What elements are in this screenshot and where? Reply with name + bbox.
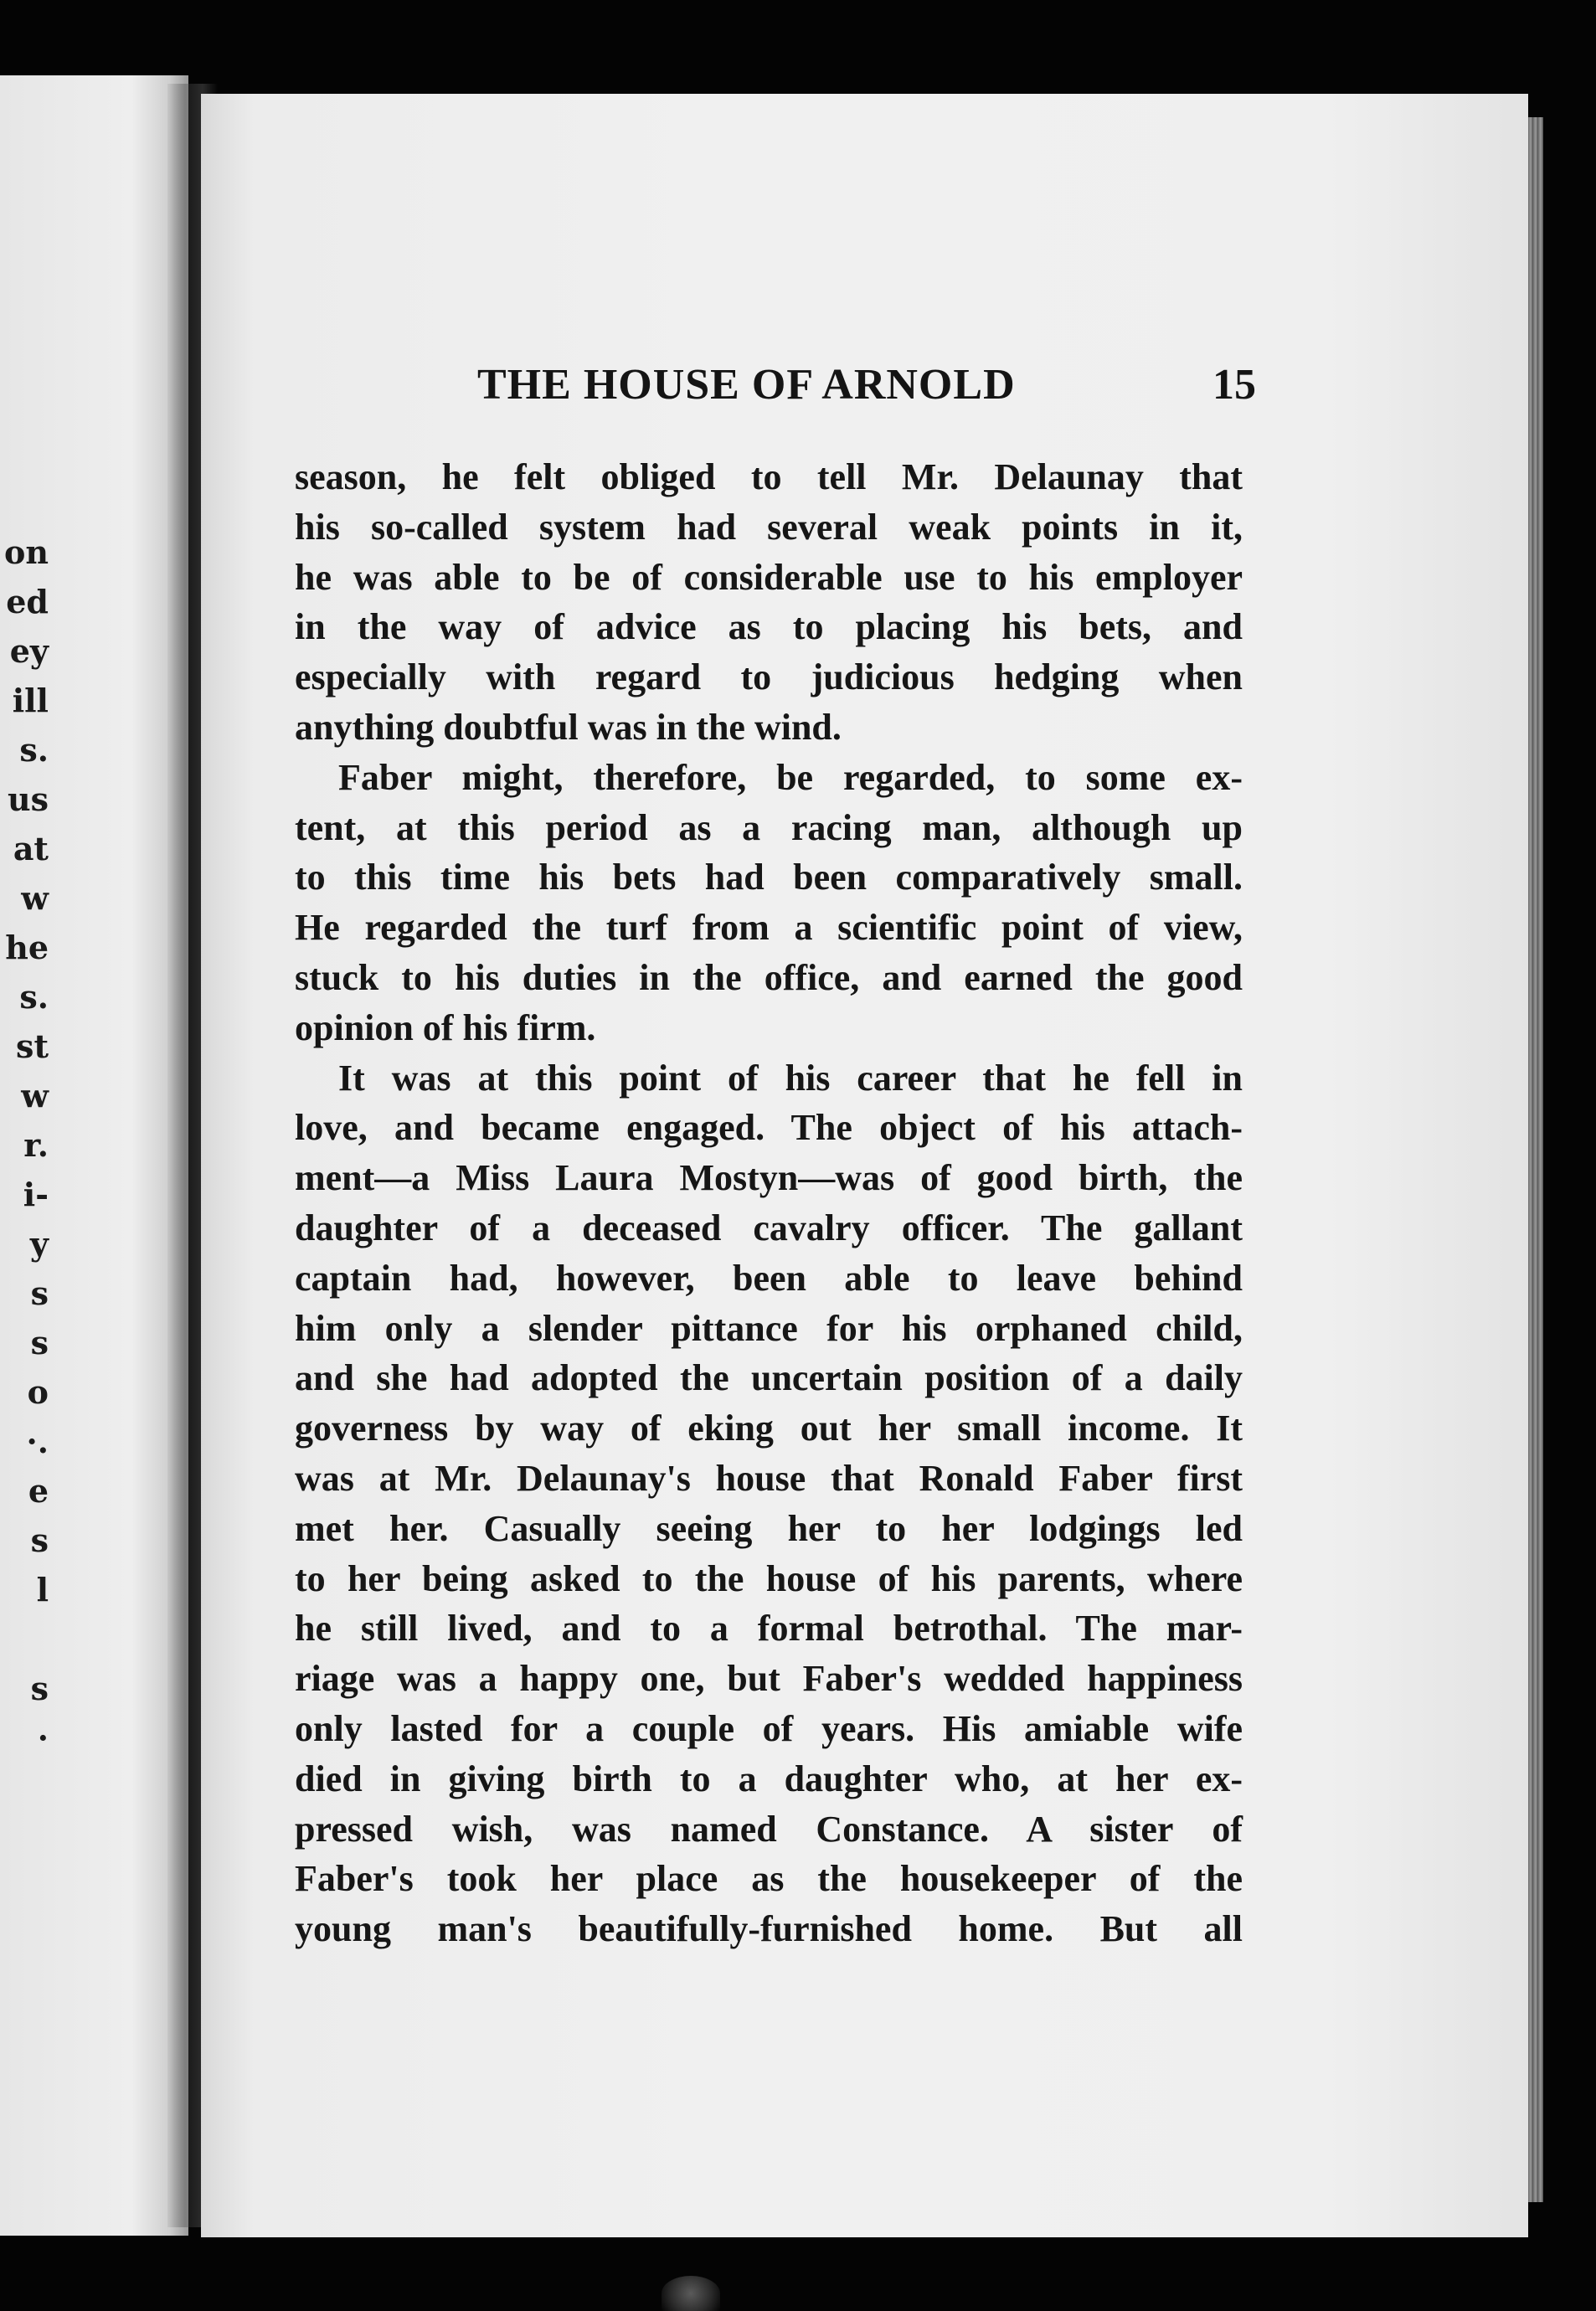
text-line: him only a slender pittance for his orphaned child, xyxy=(295,1307,1243,1349)
text-line: in the way of advice as to placing his bets, and xyxy=(295,606,1243,648)
scan-artifact xyxy=(662,2276,720,2311)
running-head xyxy=(477,360,1256,419)
page-body-text xyxy=(295,452,1243,1954)
text-line: was at Mr. Delaunay's house that Ronald Faber first xyxy=(295,1457,1243,1499)
text-line: He regarded the turf from a scientific point of view, xyxy=(295,907,1243,949)
previous-page-fragment-line: w xyxy=(21,1077,49,1114)
previous-page-fragment-line: s xyxy=(30,1324,49,1361)
previous-page-fragment-line: o xyxy=(27,1373,49,1411)
previous-page-fragment-line: ·. xyxy=(26,1423,49,1460)
previous-page-fragment-line: at xyxy=(13,830,49,867)
text-line: he was able to be of considerable use to his employer xyxy=(295,556,1243,598)
text-line: young man's beautifully-furnished home. But all xyxy=(295,1908,1243,1950)
previous-page-fragment-line: on xyxy=(4,533,49,571)
previous-page-fragment-line: y xyxy=(29,1225,49,1263)
text-line: opinion of his firm. xyxy=(295,1006,596,1048)
text-line: to this time his bets had been comparatively small. xyxy=(295,857,1243,898)
text-line: stuck to his duties in the office, and earned the good xyxy=(295,956,1243,998)
text-line: he still lived, and to a formal betrothal. The mar- xyxy=(295,1608,1243,1650)
text-line: and she had adopted the uncertain position of a daily xyxy=(295,1357,1243,1399)
text-line: captain had, however, been able to leave behind xyxy=(295,1257,1243,1299)
previous-page-fragment-line: s. xyxy=(19,731,49,769)
previous-page-line-endings xyxy=(0,528,92,1763)
text-line: ment—a Miss Laura Mostyn—was of good birth, the xyxy=(295,1157,1243,1199)
text-line: pressed wish, was named Constance. A sister of xyxy=(295,1808,1243,1850)
previous-page-fragment-line xyxy=(0,1614,92,1664)
previous-page-fragment-line: e xyxy=(28,1472,49,1510)
text-line: met her. Casually seeing her to her lodgings led xyxy=(295,1507,1243,1549)
previous-page-fragment-line: s xyxy=(30,1521,49,1559)
text-line: It was at this point of his career that he fell in xyxy=(338,1057,1243,1099)
previous-page-fragment-line: w xyxy=(21,879,49,917)
page-number: 15 xyxy=(1212,361,1256,409)
text-line: especially with regard to judicious hedging when xyxy=(295,656,1243,698)
previous-page-fragment-line: he xyxy=(5,929,49,966)
previous-page-fragment-line: ey xyxy=(9,632,49,670)
previous-page-fragment-line: ed xyxy=(6,583,49,620)
text-line: his so-called system had several weak points in it, xyxy=(295,506,1243,548)
running-head-title: THE HOUSE OF ARNOLD xyxy=(477,361,1016,409)
previous-page-fragment-line: s. xyxy=(19,978,49,1016)
previous-page-fragment-line: i- xyxy=(23,1176,49,1213)
page-edges xyxy=(1528,117,1543,2202)
previous-page-fragment-line: l xyxy=(36,1571,49,1608)
text-line: governess by way of eking out her small income. It xyxy=(295,1408,1243,1449)
previous-page-fragment-line: st xyxy=(16,1027,49,1065)
text-line: love, and became engaged. The object of his attach- xyxy=(295,1107,1243,1149)
text-line: daughter of a deceased cavalry officer. The gallant xyxy=(295,1207,1243,1248)
paragraph xyxy=(295,753,1243,1053)
previous-page-fragment-line: ill xyxy=(12,682,49,719)
text-line: died in giving birth to a daughter who, at her ex- xyxy=(295,1758,1243,1799)
previous-page-fragment-line: s xyxy=(30,1670,49,1707)
text-line: season, he felt obliged to tell Mr. Delaunay that xyxy=(295,456,1243,497)
text-line: Faber's took her place as the housekeeper of the xyxy=(295,1858,1243,1900)
paragraph xyxy=(295,452,1243,753)
text-line: Faber might, therefore, be regarded, to some ex- xyxy=(338,756,1243,798)
previous-page-fragment-line: s xyxy=(30,1274,49,1312)
text-line: to her being asked to the house of his parents, where xyxy=(295,1557,1243,1599)
paragraph xyxy=(295,1053,1243,1954)
text-line: anything doubtful was in the wind. xyxy=(295,706,842,748)
text-line: tent, at this period as a racing man, although up xyxy=(295,806,1243,848)
previous-page-fragment-line: r. xyxy=(23,1126,49,1164)
text-line: riage was a happy one, but Faber's wedded happiness xyxy=(295,1658,1243,1700)
previous-page-fragment-line: · xyxy=(37,1719,49,1757)
text-line: only lasted for a couple of years. His amiable wife xyxy=(295,1707,1243,1749)
previous-page-fragment xyxy=(0,75,188,2236)
previous-page-fragment-line: us xyxy=(7,780,49,818)
